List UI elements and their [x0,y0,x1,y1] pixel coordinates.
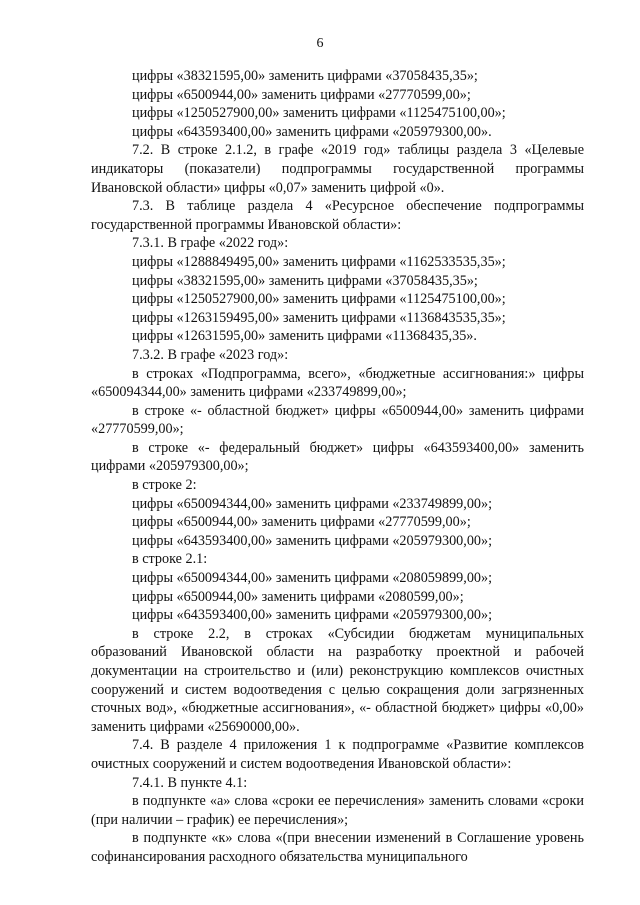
document-body [91,67,584,867]
paragraph: цифры «12631595,00» заменить цифрами «11368435,35». [132,328,477,345]
paragraph: в строке 2: [132,477,197,494]
paragraph: в строке 2.2, в строках «Субсидии бюджетам муниципальных образований Ивановской области на разработку проектной и рабочей документации на строительство и (или) реконструкцию комплексов очистных сооружений и систем водоотведения с целью сокращения доли загрязненных сточных вод», «бюджетные ассигнования», «- областной бюджет» цифры «0,00» заменить цифрами «25690000,00». [91,625,584,735]
paragraph: цифры «38321595,00» заменить цифрами «37058435,35»; [132,272,478,289]
paragraph: 7.3.2. В графе «2023 год»: [132,346,289,363]
paragraph: цифры «38321595,00» заменить цифрами «37058435,35»; [132,68,478,84]
paragraph: в подпункте «к» слова «(при внесении изменений в Соглашение уровень софинансирования расходного обязательства муниципального [91,830,584,865]
paragraph: цифры «6500944,00» заменить цифрами «27770599,00»; [132,86,471,103]
paragraph: цифры «643593400,00» заменить цифрами «205979300,00»; [132,607,493,624]
paragraph: цифры «6500944,00» заменить цифрами «2080599,00»; [132,588,464,605]
paragraph: цифры «643593400,00» заменить цифрами «205979300,00»; [132,532,493,549]
paragraph: 7.3.1. В графе «2022 год»: [132,235,289,252]
paragraph: в строке «- федеральный бюджет» цифры «643593400,00» заменить цифрами «205979300,00»; [91,439,584,475]
paragraph: 7.3. В таблице раздела 4 «Ресурсное обеспечение подпрограммы государственной программы Ивановской области»: [91,198,584,233]
paragraph: цифры «1288849495,00» заменить цифрами «1162533535,35»; [132,253,506,270]
paragraph: цифры «650094344,00» заменить цифрами «233749899,00»; [132,495,493,512]
paragraph: цифры «1263159495,00» заменить цифрами «1136843535,35»; [132,309,506,326]
page-number: 6 [316,36,324,51]
paragraph: цифры «1250527900,00» заменить цифрами «1125475100,00»; [132,105,506,122]
paragraph: 7.4. В разделе 4 приложения 1 к подпрограмме «Развитие комплексов очистных сооружений и систем водоотведения Ивановской области»: [91,737,584,772]
paragraph: в подпункте «а» слова «сроки ее перечисления» заменить словами «сроки (при наличии – график) ее перечисления»; [91,793,584,828]
paragraph: в строках «Подпрограмма, всего», «бюджетные ассигнования:» цифры «650094344,00» заменить цифрами «233749899,00»; [91,365,584,401]
paragraph: цифры «1250527900,00» заменить цифрами «1125475100,00»; [132,291,506,308]
paragraph: цифры «643593400,00» заменить цифрами «205979300,00». [132,123,492,140]
paragraph: 7.4.1. В пункте 4.1: [132,774,248,791]
paragraph: в строке «- областной бюджет» цифры «6500944,00» заменить цифрами «27770599,00»; [91,402,584,438]
paragraph: цифры «6500944,00» заменить цифрами «27770599,00»; [132,514,471,531]
paragraph: цифры «650094344,00» заменить цифрами «208059899,00»; [132,570,493,587]
paragraph: в строке 2.1: [132,551,208,568]
paragraph: 7.2. В строке 2.1.2, в графе «2019 год» таблицы раздела 3 «Целевые индикаторы (показатели) подпрограммы государственной программы Ивановской области» цифры «0,07» заменить цифрой «0». [91,142,584,196]
